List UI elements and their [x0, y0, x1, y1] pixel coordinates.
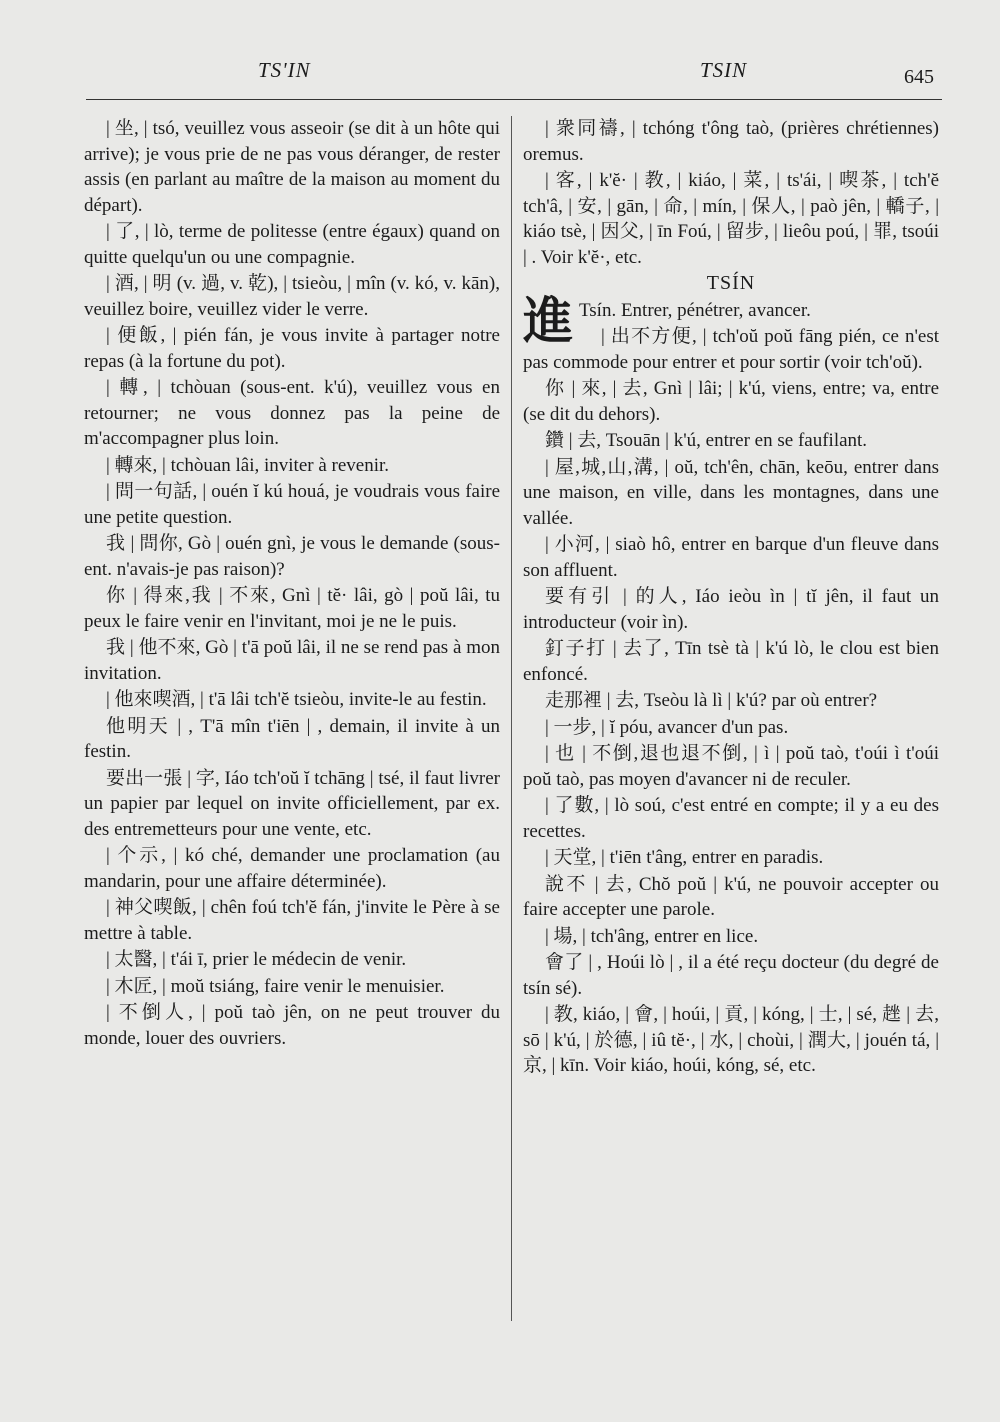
entry: | 不倒人, | poŭ taò jên, on ne peut trouver du monde, louer des ouvriers. [84, 1002, 500, 1049]
entry: 要有引 | 的人, Iáo ieòu ìn | tĭ jên, il faut un introducteur (voir ìn). [523, 586, 939, 633]
entry: | 客, | k'ĕ· | 教, | kiáo, | 菜, | ts'ái, | 喫茶, | tch'ĕ tch'â, | 安, | gān, | 命, | mín, | 保人, | paò jên, | 轎子, | kiáo tsè, | 因父, | īn Foú, | 留步, | lieôu poú, | 罪, tsoúi | . Voir k'ĕ·, etc. [523, 170, 939, 268]
entry: | 天堂, | t'iēn t'âng, entrer en paradis. [545, 847, 824, 868]
entry: 說不 | 去, Chŏ poŭ | k'ú, ne pouvoir accepter ou faire accepter une parole. [523, 873, 939, 920]
entry: | 神父喫飯, | chên foú tch'ĕ fán, j'invite le Père à se mettre à table. [84, 897, 500, 944]
entry: 你 | 得來,我 | 不來, Gnì | tĕ· lâi, gò | poŭ lâi, tu peux le faire venir en l'invitant, moi je ne le puis. [84, 585, 500, 632]
entry: 會了 | , Hoúi lò | , il a été reçu docteur (du degré de tsín sé). [523, 952, 939, 999]
entry: | 他來喫酒, | t'ā lâi tch'ĕ tsieòu, invite-le au festin. [106, 689, 487, 710]
entry: 我 | 他不來, Gò | t'ā poŭ lâi, il ne se rend pas à mon invitation. [84, 637, 500, 684]
entry: | 一步, | ĭ póu, avancer d'un pas. [545, 716, 789, 738]
page-number: 645 [904, 66, 934, 88]
entry: | 木匠, | moŭ tsiáng, faire venir le menuisier. [106, 975, 445, 997]
entry: 你 | 來, | 去, Gnì | lâi; | k'ú, viens, entre; va, entre (se dit du dehors). [523, 378, 939, 425]
entry: | 了, | lò, terme de politesse (entre égaux) quand on quitte quelqu'un ou une compagnie. [84, 221, 500, 268]
entry: 他明天 | , T'ā mîn t'iēn | , demain, il invite à un festin. [84, 715, 500, 762]
right-column [523, 116, 939, 1080]
entry: 釘子打 | 去了, Tīn tsè tà | k'ú lò, le clou est bien enfoncé. [523, 638, 939, 685]
entry: | 太醫, | t'ái ī, prier le médecin de venir. [106, 949, 407, 970]
headword-char: 進 [523, 291, 573, 350]
entry: 鑽 | 去, Tsouān | k'ú, entrer en se faufilant. [545, 430, 868, 451]
entry: | 問一句話, | ouén ĭ kú houá, je voudrais vous faire une petite question. [84, 481, 500, 528]
entry: | 酒, | 明 (v. 過, v. 乾), | tsieòu, | mîn (v. kó, v. kān), veuillez boire, veuillez vider le verre. [84, 273, 500, 320]
header-rule [86, 99, 942, 100]
running-head-left: TS'IN [258, 58, 311, 82]
entry: | 出不方便, | tch'oŭ poŭ fāng pién, ce n'est pas commode pour entrer et pour sortir (voir tch'oŭ). [523, 326, 939, 373]
entry: | 屋,城,山,溝, | oŭ, tch'ên, chān, keōu, entrer dans une maison, en ville, dans les montagnes, dans une vallée. [523, 456, 939, 529]
section-title: TSÍN [706, 272, 756, 294]
entry: | 也 | 不倒,退也退不倒, | ì | poŭ taò, t'oúi ì t'oúi poŭ taò, pas moyen d'avancer ni de reculer. [523, 743, 939, 790]
entry: | 便飯, | pién fán, je vous invite à partager notre repas (à la fortune du pot). [84, 325, 500, 372]
entry: | 个示, | kó ché, demander une proclamation (au mandarin, pour une affaire déterminée). [84, 845, 500, 892]
entry: | 坐, | tsó, veuillez vous asseoir (se dit à un hôte qui arrive); je vous prie de ne pas vous déranger, de rester assis (en parlant au maître de la maison au moment du départ). [84, 118, 500, 216]
entry: | 了數, | lò soú, c'est entré en compte; il y a eu des recettes. [523, 795, 939, 842]
entry: 走那裡 | 去, Tseòu là lì | k'ú? par où entrer? [545, 690, 878, 711]
running-head-right: TSIN [700, 58, 748, 82]
column-divider [511, 116, 512, 1321]
entry: | 小河, | siaò hô, entrer en barque d'un fleuve dans son affluent. [523, 534, 939, 581]
entry: 我 | 問你, Gò | ouén gnì, je vous le demande (sous-ent. n'avais-je pas raison)? [84, 533, 500, 580]
headword-definition: Tsín. Entrer, pénétrer, avancer. [579, 299, 811, 321]
entry: | 轉來, | tchòuan lâi, inviter à revenir. [106, 454, 390, 476]
entry: 要出一張 | 字, Iáo tch'oŭ ĭ tchāng | tsé, il faut livrer un papier par lequel on invite officiellement, par ex. des entremetteurs pour une vente, etc. [84, 767, 500, 840]
entry: | 衆同禱, | tchóng t'ông taò, (prières chrétiennes) oremus. [523, 118, 939, 165]
left-column [84, 116, 500, 1052]
entry: | 場, | tch'âng, entrer en lice. [545, 925, 759, 947]
entry: | 轉, | tchòuan (sous-ent. k'ú), veuillez vous en retourner; ne vous donnez pas la peine de m'accompagner plus loin. [84, 377, 500, 449]
entry: | 教, kiáo, | 會, | hoúi, | 貢, | kóng, | 士, | sé, 趖 | 去, sō | k'ú, | 於德, | iû tĕ·, | 水, | choùi, | 潤大, | jouén tá, | 京, | kīn. Voir kiáo, hoúi, kóng, sé, etc. [523, 1004, 939, 1076]
